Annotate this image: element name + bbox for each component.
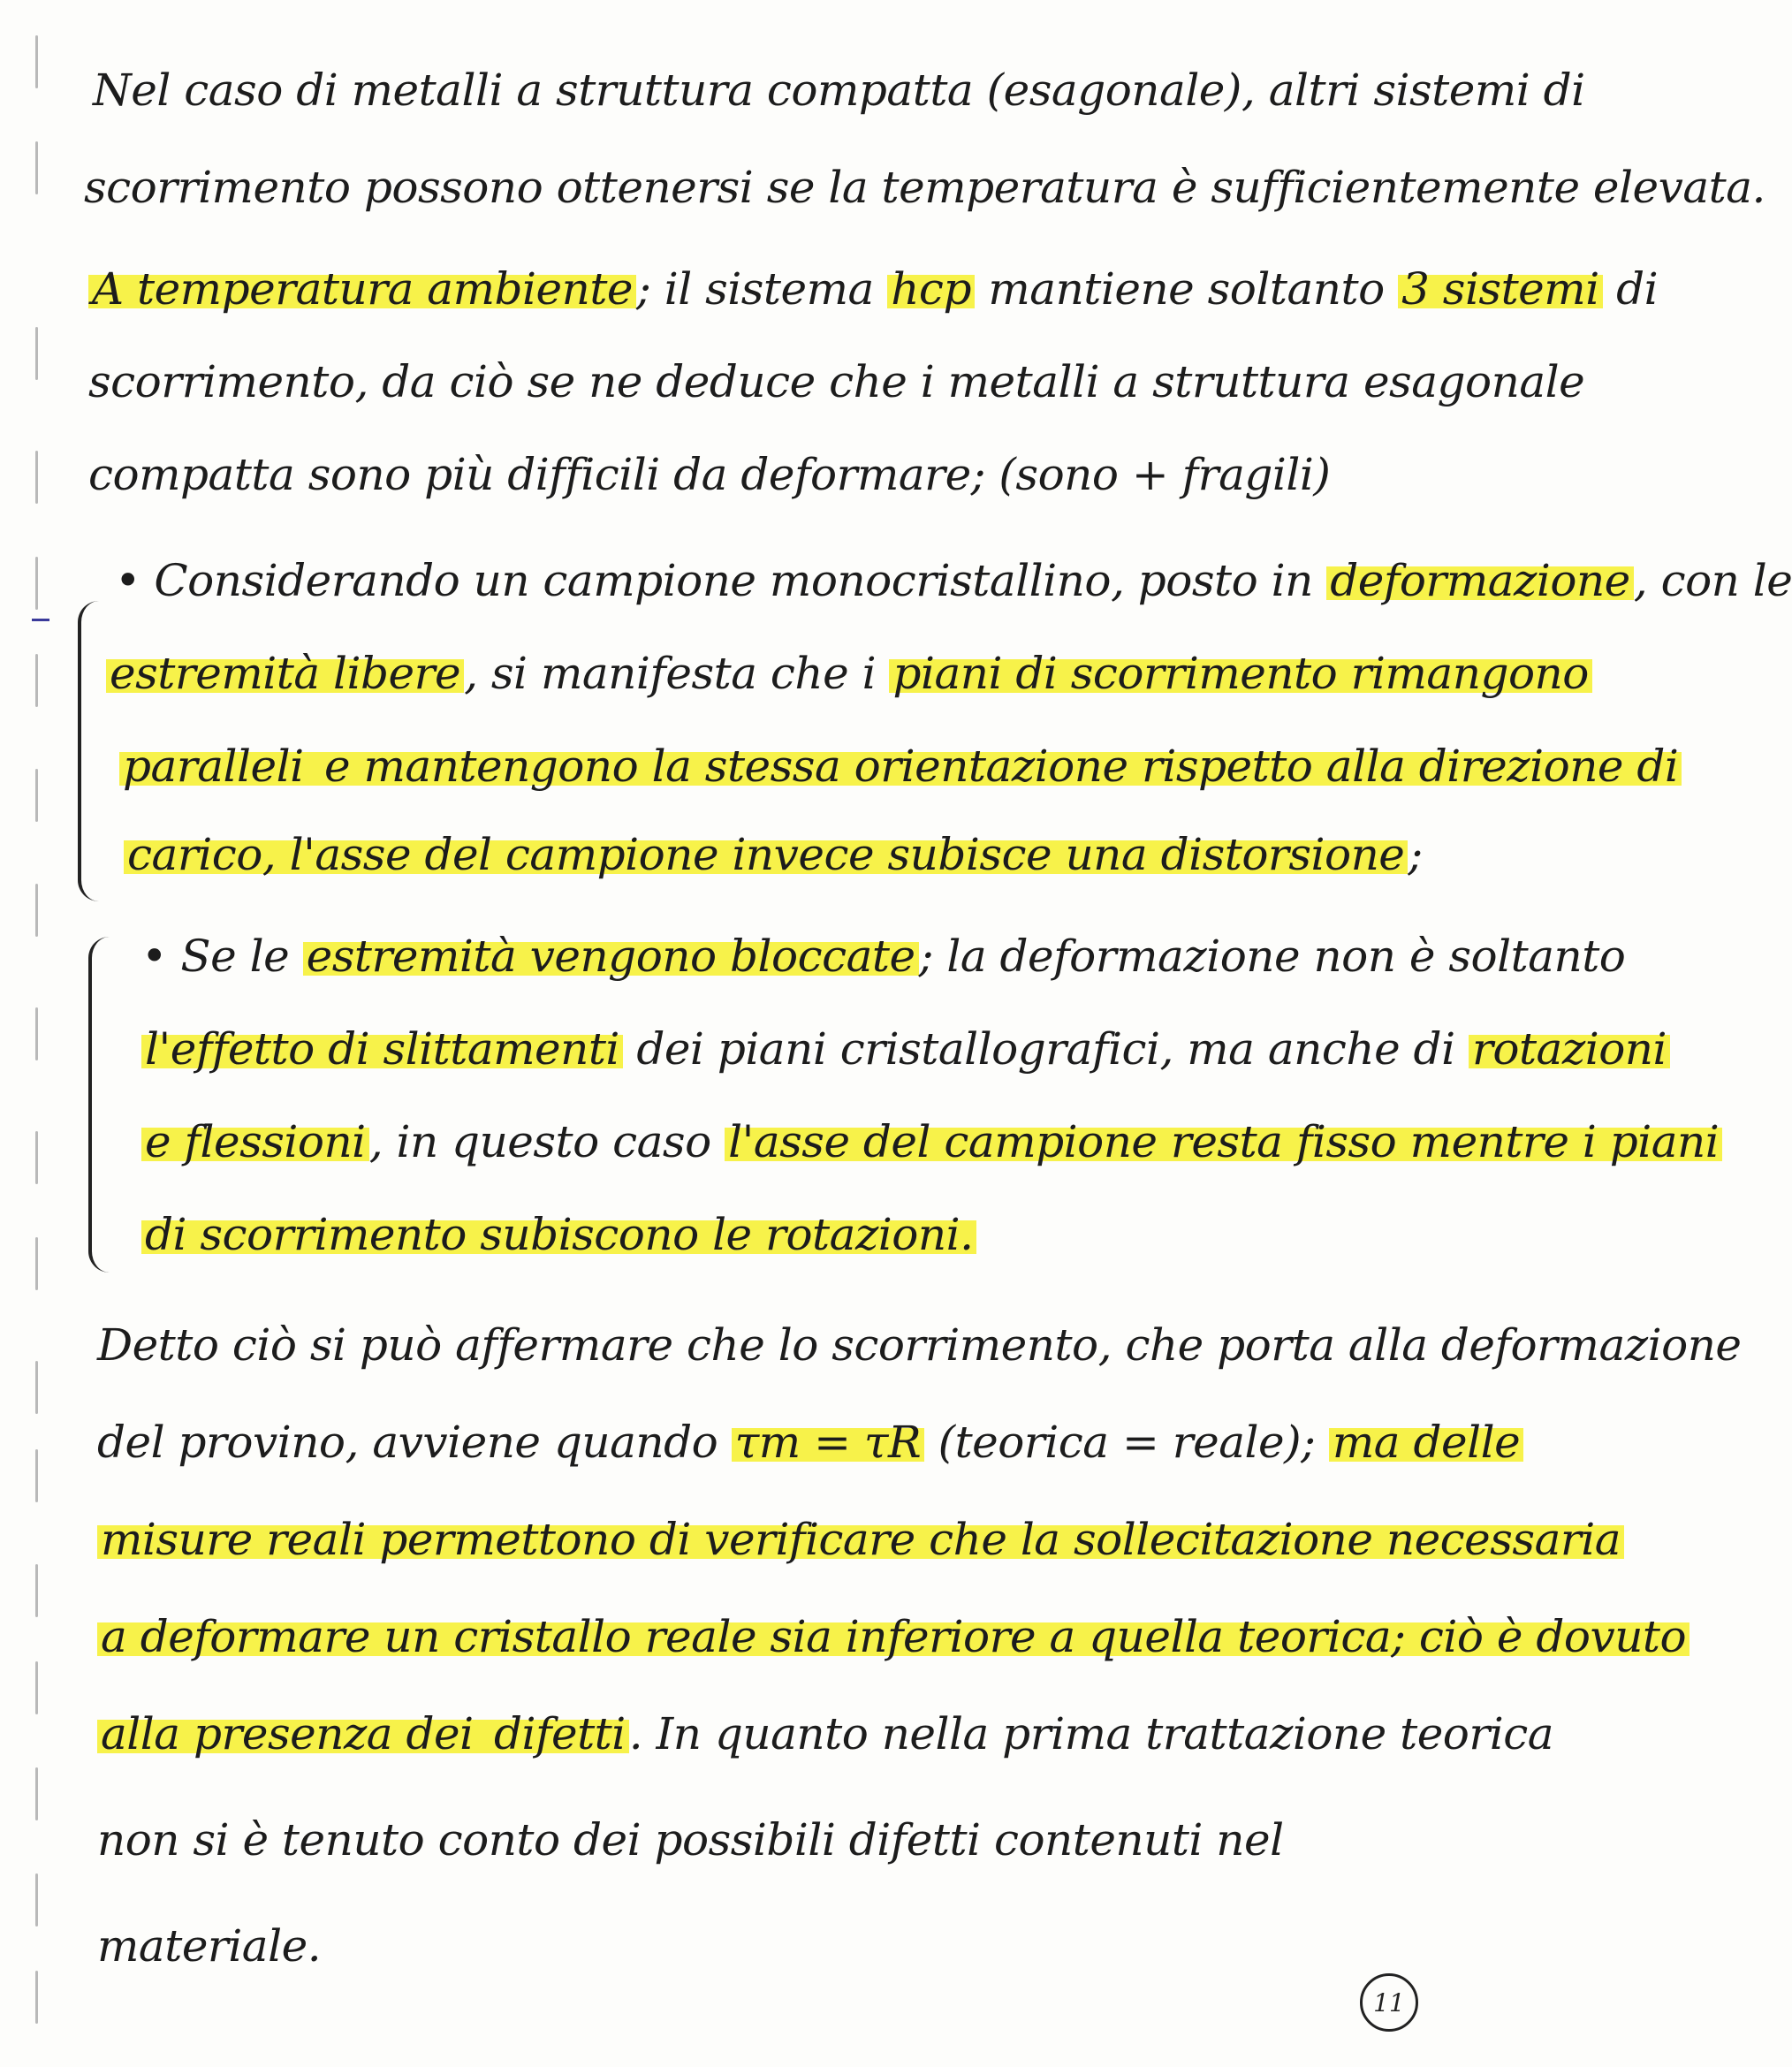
highlighted-text: e flessioni [141, 1116, 369, 1167]
text-segment: • Considerando un campione monocristallino, posto in [115, 555, 1327, 606]
page-margin [35, 35, 48, 2050]
margin-tick [35, 1131, 38, 1184]
highlighted-text: estremità vengono bloccate [303, 931, 919, 982]
text-line [88, 446, 1414, 503]
text-line [115, 552, 1792, 609]
highlighted-text: misure reali permettono di verificare che la sollecitazione necessaria [97, 1514, 1624, 1565]
highlighted-text: di scorrimento subiscono le rotazioni. [141, 1209, 976, 1260]
text-line [141, 1021, 1667, 1077]
text-segment: • Se le [141, 931, 303, 982]
highlighted-text: hcp [887, 263, 975, 315]
margin-tick [35, 1971, 38, 2024]
margin-tick [35, 1873, 38, 1926]
text-line [141, 1206, 1467, 1263]
text-line [124, 826, 1449, 883]
text-line [88, 261, 1659, 317]
text-segment: dei piani cristallografici, ma anche di [622, 1023, 1469, 1075]
highlighted-text: paralleli [119, 741, 308, 792]
text-segment: scorrimento possono ottenersi se la temperatura è sufficientemente elevata. [84, 162, 1765, 213]
brace-left [78, 601, 104, 901]
text-line [141, 928, 1626, 984]
highlighted-text: e mantengono la stessa orientazione rispetto alla direzione di [308, 741, 1682, 792]
brace-left [88, 937, 115, 1273]
page-number: 11 [1360, 1973, 1418, 2032]
margin-tick [35, 1661, 38, 1714]
text-line [97, 1511, 1621, 1568]
margin-tick [35, 1007, 38, 1060]
highlighted-text: A temperatura ambiente [88, 263, 636, 315]
text-segment: . In quanto nella prima trattazione teorica [628, 1708, 1554, 1759]
highlighted-text: estremità libere [106, 648, 464, 699]
text-line [106, 645, 1589, 702]
highlighted-text: τm = τR [732, 1417, 925, 1468]
text-line [93, 62, 1585, 118]
highlighted-text: l'asse del campione resta fisso mentre i piani [725, 1116, 1722, 1167]
text-segment: ; [1408, 829, 1423, 880]
margin-tick [35, 327, 38, 380]
text-line [97, 1918, 1423, 1974]
text-segment: Nel caso di metalli a struttura compatta (esagonale), altri sistemi di [93, 65, 1585, 116]
margin-tick [35, 557, 38, 610]
text-segment: del provino, avviene quando [97, 1417, 732, 1468]
highlighted-text: deformazione [1326, 555, 1634, 606]
highlighted-text: l'effetto di slittamenti [141, 1023, 623, 1075]
text-segment: di [1602, 263, 1659, 315]
text-segment: ; la deformazione non è soltanto [918, 931, 1626, 982]
margin-tick [35, 654, 38, 707]
text-line [97, 1317, 1742, 1373]
highlighted-text: a deformare un cristallo reale sia inferiore a quella teorica; ciò è dovuto [97, 1611, 1689, 1662]
text-segment: non si è tenuto conto dei possibili difetti contenuti nel [97, 1814, 1284, 1866]
text-line [97, 1414, 1521, 1470]
text-line [119, 738, 1679, 794]
text-segment: Detto ciò si può affermare che lo scorrimento, che porta alla deformazione [97, 1319, 1742, 1371]
highlighted-text: ma delle [1329, 1417, 1523, 1468]
text-segment: scorrimento, da ciò se ne deduce che i metalli a struttura esagonale [88, 356, 1585, 407]
margin-tick [35, 1237, 38, 1290]
text-segment: materiale. [97, 1920, 322, 1972]
margin-tick [35, 769, 38, 822]
text-line [97, 1608, 1687, 1665]
text-segment: ; il sistema [636, 263, 888, 315]
text-segment: , si manifesta che i [464, 648, 890, 699]
highlighted-text: alla presenza dei [97, 1708, 490, 1759]
text-segment: , con le [1633, 555, 1792, 606]
margin-tick [35, 35, 38, 88]
text-line [97, 1812, 1423, 1868]
highlighted-text: rotazioni [1469, 1023, 1670, 1075]
highlighted-text: 3 sistemi [1398, 263, 1603, 315]
margin-dash [32, 619, 49, 621]
margin-tick [35, 451, 38, 504]
text-line [84, 159, 1765, 216]
text-line [141, 1113, 1720, 1170]
margin-tick [35, 884, 38, 937]
highlighted-text: carico, l'asse del campione invece subisce una distorsione [124, 829, 1408, 880]
margin-tick [35, 1361, 38, 1414]
highlighted-text: piani di scorrimento rimangono [889, 648, 1591, 699]
text-line [88, 353, 1585, 410]
text-segment: mantiene soltanto [974, 263, 1399, 315]
text-line [97, 1706, 1554, 1762]
margin-tick [35, 1449, 38, 1502]
text-segment: , in questo caso [368, 1116, 725, 1167]
text-segment: compatta sono più difficili da deformare; (sono + fragili) [88, 449, 1331, 500]
highlighted-text: difetti [490, 1708, 629, 1759]
margin-tick [35, 1767, 38, 1820]
margin-tick [35, 141, 38, 194]
text-segment: (teorica = reale); [924, 1417, 1329, 1468]
margin-tick [35, 1564, 38, 1617]
